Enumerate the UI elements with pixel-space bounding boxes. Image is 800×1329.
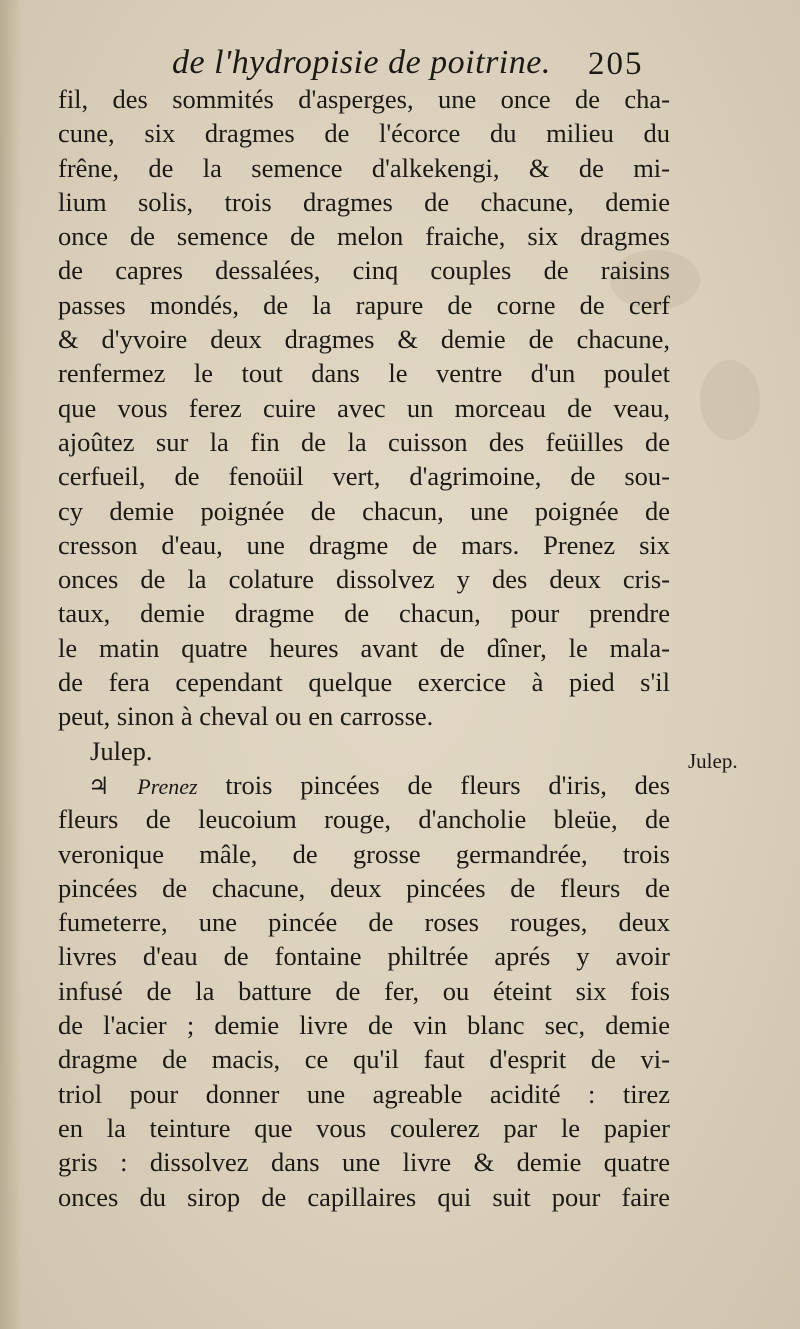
text-line: gris : dissolvez dans une livre & demie quatre xyxy=(58,1147,670,1178)
section-heading: Julep. xyxy=(90,735,153,766)
text-line: fumeterre, une pincée de roses rouges, deux xyxy=(58,907,670,938)
running-head: de l'hydropisie de poitrine. xyxy=(172,44,551,81)
text-line: cresson d'eau, une dragme de mars. Prenez six xyxy=(58,529,670,560)
text-line: peut, sinon à cheval ou en carrosse. xyxy=(58,701,434,732)
paper-stain xyxy=(700,360,760,440)
recipe-first-line-text: trois pincées de fleurs d'iris, des xyxy=(225,769,671,800)
margin-note: Julep. xyxy=(688,749,738,773)
text-line: fleurs de leucoium rouge, d'ancholie bleüe, de xyxy=(58,804,670,835)
text-line: de capres dessalées, cinq couples de raisins xyxy=(58,255,670,286)
text-line: triol pour donner une agreable acidité : tirez xyxy=(58,1078,670,1109)
page-number: 205 xyxy=(588,46,644,82)
text-line: cy demie poignée de chacun, une poignée de xyxy=(58,495,670,526)
text-line: & d'yvoire deux dragmes & demie de chacune, xyxy=(58,324,670,355)
text-line: en la teinture que vous coulerez par le papier xyxy=(58,1112,670,1143)
text-line: veronique mâle, de grosse germandrée, trois xyxy=(58,838,670,869)
body-text xyxy=(58,82,670,1214)
text-line: livres d'eau de fontaine philtrée aprés y avoir xyxy=(58,941,670,972)
text-line: onces de la colature dissolvez y des deux cris- xyxy=(58,564,670,595)
text-line: lium solis, trois dragmes de chacune, demie xyxy=(58,186,670,217)
text-line: que vous ferez cuire avec un morceau de veau, xyxy=(58,392,670,423)
text-line: once de semence de melon fraiche, six dragmes xyxy=(58,221,670,252)
text-line: taux, demie dragme de chacun, pour prendre xyxy=(58,598,670,629)
text-line: renfermez le tout dans le ventre d'un poulet xyxy=(58,358,670,389)
text-line: dragme de macis, ce qu'il faut d'esprit de vi- xyxy=(58,1044,670,1075)
jupiter-recipe-symbol: ♃ xyxy=(88,771,110,800)
page-gutter-shadow xyxy=(0,0,22,1329)
text-line: cerfueil, de fenoüil vert, d'agrimoine, de sou- xyxy=(58,461,670,492)
text-line: le matin quatre heures avant de dîner, le mala- xyxy=(58,632,670,663)
text-line: fil, des sommités d'asperges, une once de cha- xyxy=(58,84,670,114)
text-line: pincées de chacune, deux pincées de fleurs de xyxy=(58,872,670,903)
text-line: passes mondés, de la rapure de corne de cerf xyxy=(58,289,670,320)
recipe-opening-word: Prenez xyxy=(137,773,198,799)
text-line: cune, six dragmes de l'écorce du milieu du xyxy=(58,118,670,149)
recipe-first-line xyxy=(58,768,670,802)
text-line: onces du sirop de capillaires qui suit pour faire xyxy=(58,1181,670,1212)
text-line: ajoûtez sur la fin de la cuisson des feüilles de xyxy=(58,426,670,457)
text-line: frêne, de la semence d'alkekengi, & de mi- xyxy=(58,152,670,183)
text-line: de fera cependant quelque exercice à pied s'il xyxy=(58,667,670,698)
text-line: de l'acier ; demie livre de vin blanc sec, demie xyxy=(58,1010,670,1041)
text-line: infusé de la batture de fer, ou éteint six fois xyxy=(58,975,670,1006)
